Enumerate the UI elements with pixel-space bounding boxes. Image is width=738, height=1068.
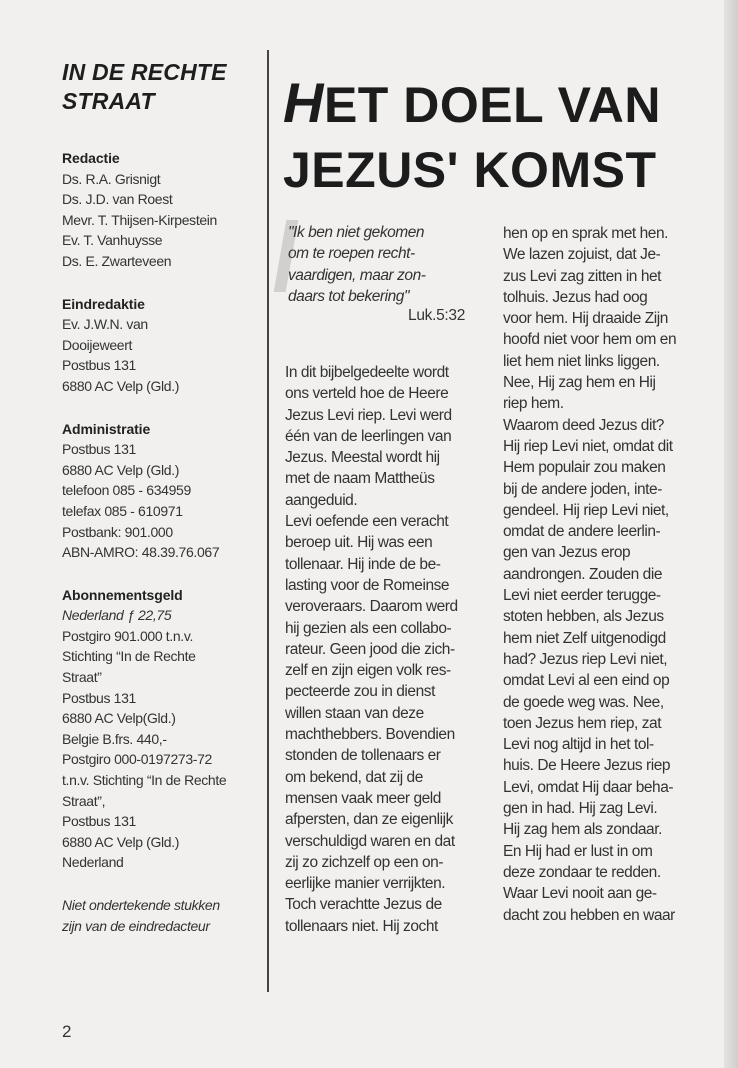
text-line: aangeduid. [285,491,358,509]
text-line: Nee, Hij zag hem en Hij [503,374,656,392]
spacer [62,563,226,585]
text-line: "Ik ben niet gekomen [288,224,425,241]
text-line: Ds. R.A. Grisnigt [62,170,161,187]
text-line: voor hem. Hij draaide Zijn [503,310,668,328]
masthead-line: IN DE RECHTE [62,59,227,85]
text-line: willen staan van deze [285,704,424,722]
text-line: mensen vaak meer geld [285,789,441,807]
text-line: toen Jezus hem riep, zat [503,714,662,732]
text-line: gendeel. Hij riep Levi niet, [503,501,669,519]
text-line: stonden de tollenaars er [285,747,441,765]
text-line: gen van Jezus erop [503,544,631,562]
spacer [62,873,226,895]
text-line: We lazen zojuist, dat Je- [503,246,661,264]
text-line: eerlijke manier verrijkten. [285,875,446,893]
text-line: om te roepen recht- [288,245,415,263]
text-line: Jezus Levi riep. Levi werd [285,406,452,424]
text-line: zijn van de eindredacteur [62,917,210,934]
title-line-2: JEZUS' KOMST [283,142,657,198]
section-heading: Eindredaktie [62,295,145,312]
colophon [62,148,226,936]
text-line: Levi, omdat Hij daar beha- [503,778,674,796]
text-line: Postbus 131 [62,689,136,706]
article-column-middle [285,362,458,937]
title-line-1 [283,70,661,138]
text-line: 6880 AC Velp (Gld.) [62,461,180,478]
text-line: In dit bijbelgedeelte wordt [285,364,449,381]
text-line: tollenaar. Hij inde de be- [285,555,441,573]
page-number: 2 [62,1022,72,1041]
text-line: t.n.v. Stichting “In de Rechte [62,772,227,789]
text-line: pecteerde zou in dienst [285,683,435,701]
text-line: 6880 AC Velp (Gld.) [62,833,180,850]
text-line: Ds. J.D. van Roest [62,191,173,208]
text-line: vaardigen, maar zon- [288,266,426,284]
text-line: verschuldigd waren en dat [285,832,455,850]
text-line: de goede weg was. Nee, [503,693,664,711]
text-line: bij de andere joden, inte- [503,480,662,498]
article-title [283,70,661,203]
text-line: Ds. E. Zwarteveen [62,252,172,269]
text-line: hij gezien als een collabo- [285,619,452,637]
text-line: En Hij had er lust in om [503,842,653,860]
text-line: Toch verachtte Jezus de [285,896,442,914]
text-line: hoofd niet voor hem om en [503,331,677,349]
section-heading: Abonnementsgeld [62,586,183,603]
text-line: telefax 085 - 610971 [62,502,183,519]
text-line: Levi niet eerder terugge- [503,587,661,605]
text-line: aandrongen. Zouden die [503,565,663,583]
text-line: Dooijeweert [62,336,133,353]
text-line: Ev. J.W.N. van [62,316,148,333]
section-heading: Administratie [62,420,151,437]
text-line: omdat Levi al een eind op [503,672,670,690]
text-line: Postbus 131 [62,441,136,458]
text-line: tollenaars niet. Hij zocht [285,917,438,935]
text-line: Postgiro 000-0197273-72 [62,751,212,768]
text-line: Hij riep Levi niet, omdat dit [503,437,673,455]
text-line: zij zo zichzelf op een on- [285,853,444,871]
text-line: hem niet Zelf uitgenodigd [503,629,666,647]
text-line: Jezus. Meestal wordt hij [285,449,440,467]
text-line: Nederland [62,854,124,871]
text-line: Postbank: 901.000 [62,523,173,540]
text-line: machthebbers. Bovendien [285,726,455,744]
text-line: Straat” [62,669,102,686]
section-heading: Redactie [62,150,120,166]
text-line: beroep uit. Hij was een [285,534,433,552]
text-line: dacht zou hebben en waar [503,906,675,924]
text-line: om bekend, dat zij de [285,768,423,786]
text-line: Belgie B.frs. 440,- [62,730,167,747]
text-line: Ev. T. Vanhuysse [62,232,163,249]
text-line: 6880 AC Velp (Gld.) [62,377,180,394]
text-line: Waarom deed Jezus dit? [503,416,664,434]
text-line: Waar Levi nooit aan ge- [503,885,657,903]
quote-reference: Luk.5:32 [408,307,466,324]
text-line: Postbus 131 [62,357,136,374]
text-line: rateur. Geen jood die zich- [285,640,455,658]
text-line: Hij zag hem als zondaar. [503,821,662,839]
text-line: zus Levi zag zitten in het [503,267,662,285]
text-line: riep hem. [503,395,564,413]
text-line: Niet ondertekende stukken [62,897,220,913]
text-line: gen in had. Hij zag Levi. [503,800,658,818]
text-line: stoten hebben, als Jezus [503,608,664,626]
text-line: met de naam Mattheüs [285,470,435,488]
text-line: zelf en zijn eigen volk res- [285,662,451,680]
title-initial: H [283,71,324,134]
text-line: 6880 AC Velp(Gld.) [62,710,176,727]
text-line: Postgiro 901.000 t.n.v. [62,627,194,644]
text-line: Postbus 131 [62,813,136,830]
text-line: Stichting “In de Rechte [62,648,196,665]
text-line: hen op en sprak met hen. [503,225,668,242]
text-line: Straat”, [62,792,106,809]
text-line: liet hem niet links liggen. [503,352,660,370]
article-column-right [503,223,676,926]
masthead-line: STRAAT [62,88,155,114]
text-line: lasting voor de Romeinse [285,576,450,594]
text-line: daars tot bekering" [288,287,410,305]
text-line: tolhuis. Jezus had oog [503,288,648,306]
text-line: deze zondaar te redden. [503,863,661,881]
masthead [62,58,227,116]
column-divider [267,50,269,992]
text-line: ABN-AMRO: 48.39.76.067 [62,544,220,561]
text-line: omdat de andere leerlin- [503,523,661,541]
text-line: Mevr. T. Thijsen-Kirpestein [62,211,217,228]
text-line: huis. De Heere Jezus riep [503,757,671,775]
text-line: Nederland ƒ 22,75 [62,607,172,624]
text-line: veroveraars. Daarom werd [285,598,458,616]
title-rest: ET DOEL VAN [323,77,661,133]
text-line: ons verteld hoe de Heere [285,385,449,403]
text-line: Hem populair zou maken [503,459,666,477]
spacer [62,272,226,294]
text-line: had? Jezus riep Levi niet, [503,650,668,668]
text-line: telefoon 085 - 634959 [62,482,191,499]
text-line: Levi nog altijd in het tol- [503,736,654,754]
text-line: Levi oefende een veracht [285,513,449,531]
text-line: afpersten, dan ze eigenlijk [285,811,453,829]
text-line: één van de leerlingen van [285,427,452,445]
page-edge-shadow [724,0,738,1068]
spacer [62,397,226,419]
pull-quote [288,222,425,307]
